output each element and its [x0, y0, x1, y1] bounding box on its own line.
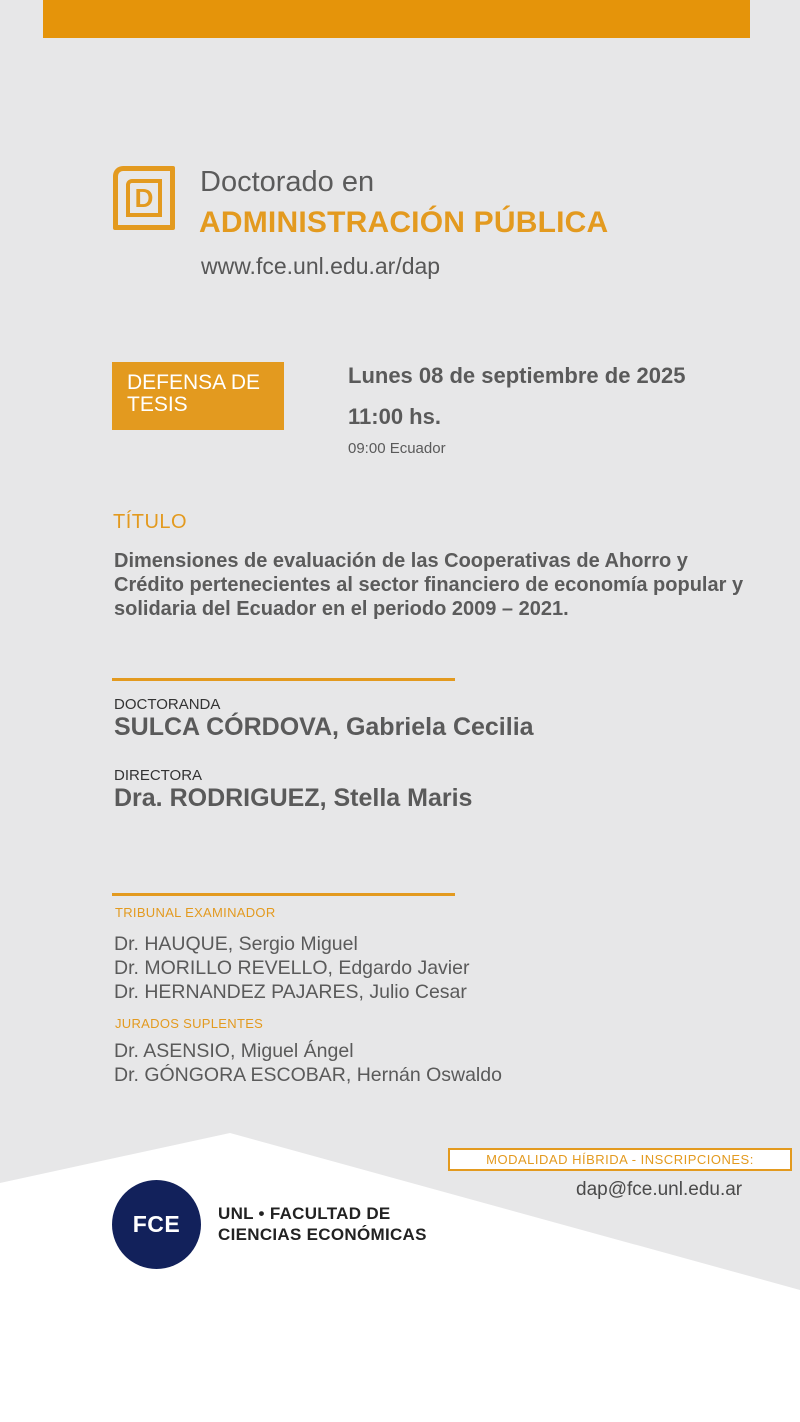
event-time: 11:00 hs. — [348, 404, 441, 429]
candidate-label: DOCTORANDA — [114, 696, 221, 713]
program-name: ADMINISTRACIÓN PÚBLICA — [199, 206, 609, 239]
substitutes-label: JURADOS SUPLENTES — [115, 1016, 264, 1031]
event-date: Lunes 08 de septiembre de 2025 — [348, 363, 686, 388]
doctorado-logo-icon — [113, 166, 175, 230]
registration-email[interactable]: dap@fce.unl.edu.ar — [576, 1179, 743, 1200]
faculty-name-line1: UNL • FACULTAD DE — [218, 1204, 391, 1223]
tribunal-member: Dr. HERNANDEZ PAJARES, Julio Cesar — [114, 981, 467, 1003]
divider — [112, 678, 455, 681]
modality-banner: MODALIDAD HÍBRIDA - INSCRIPCIONES: — [448, 1148, 792, 1171]
divider — [112, 893, 455, 896]
tribunal-label: TRIBUNAL EXAMINADOR — [115, 905, 276, 920]
event-type-badge: DEFENSA DE TESIS — [112, 362, 284, 430]
director-label: DIRECTORA — [114, 767, 203, 784]
fce-logo-icon: FCE — [112, 1180, 201, 1269]
logo-letter: D — [126, 179, 162, 217]
tribunal-list — [114, 932, 469, 1004]
top-accent-bar — [43, 0, 750, 38]
candidate-name: SULCA CÓRDOVA, Gabriela Cecilia — [114, 713, 534, 741]
substitute-member: Dr. ASENSIO, Miguel Ángel — [114, 1040, 354, 1062]
faculty-name-line2: CIENCIAS ECONÓMICAS — [218, 1225, 427, 1244]
tribunal-member: Dr. MORILLO REVELLO, Edgardo Javier — [114, 957, 470, 979]
title-label: TÍTULO — [113, 511, 188, 533]
program-line1: Doctorado en — [200, 166, 375, 198]
thesis-title: Dimensiones de evaluación de las Cooperativas de Ahorro y Crédito pertenecientes al sector financiero de economía popular y solidaria del Ecuador en el periodo 2009 – 2021. — [114, 550, 744, 620]
program-url[interactable]: www.fce.unl.edu.ar/dap — [201, 253, 441, 279]
substitute-member: Dr. GÓNGORA ESCOBAR, Hernán Oswaldo — [114, 1064, 502, 1086]
event-time-note: 09:00 Ecuador — [348, 440, 446, 457]
director-name: Dra. RODRIGUEZ, Stella Maris — [114, 784, 473, 812]
tribunal-member: Dr. HAUQUE, Sergio Miguel — [114, 933, 358, 955]
substitutes-list — [114, 1039, 502, 1087]
